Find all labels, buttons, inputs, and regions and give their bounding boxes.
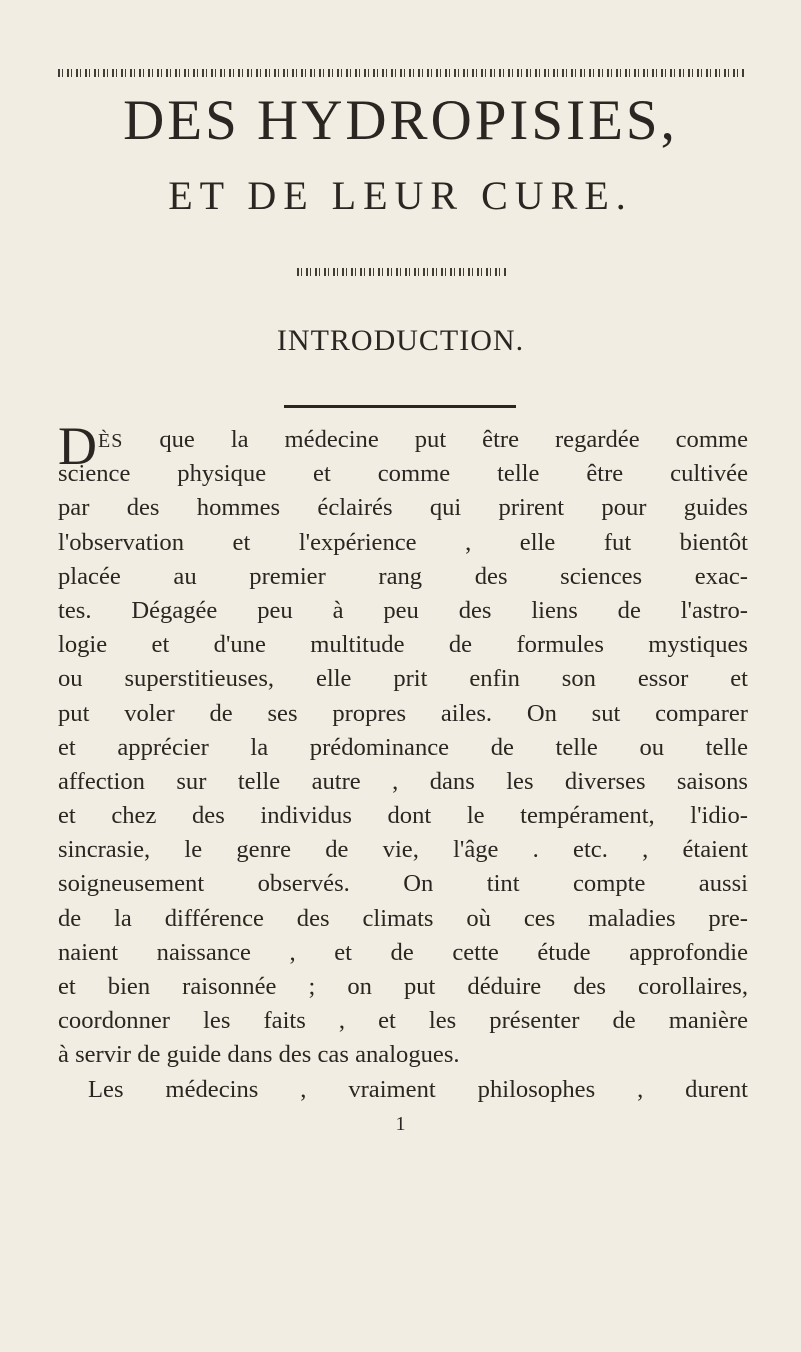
text-line: ou superstitieuses, elle prit enfin son essor et [58, 665, 748, 693]
text-line: affection sur telle autre , dans les diverses saisons [58, 767, 748, 795]
text-line: soigneusement observés. On tint compte aussi [58, 870, 748, 898]
page-title: DES HYDROPISIES, [123, 89, 678, 152]
text-line: logie et d'une multitude de formules mystiques [58, 631, 748, 659]
smallcaps-text: ÈS [98, 430, 124, 452]
text-line: placée au premier rang des sciences exac- [58, 562, 748, 590]
text-line: coordonner les faits , et les présenter de manière [58, 1007, 748, 1035]
page-subtitle: ET DE LEUR CURE. [168, 173, 633, 218]
text-line: naient naissance , et de cette étude approfondie [58, 938, 748, 966]
text-line: put voler de ses propres ailes. On sut comparer [58, 699, 748, 727]
text-line: à servir de guide dans des cas analogues. [58, 1041, 460, 1069]
text-line: et bien raisonnée ; on put déduire des corollaires, [58, 973, 748, 1000]
text-line: sincrasie, le genre de vie, l'âge . etc. , étaient [58, 836, 748, 864]
body-paragraph [58, 416, 748, 1107]
text-line: et chez des individus dont le tempérament, l'idio- [58, 802, 748, 830]
text-line: science physique et comme telle être cultivée [58, 460, 748, 488]
text-run: que la médecine put être regardée comme [123, 426, 748, 453]
text-line-new-paragraph: Les médecins , vraiment philosophes , durent [88, 1075, 748, 1103]
text-line: par des hommes éclairés qui prirent pour guides [58, 494, 748, 522]
ornamental-rule-top [58, 66, 746, 80]
text-line: et apprécier la prédominance de telle ou telle [58, 733, 748, 761]
text-line: l'observation et l'expérience , elle fut bientôt [58, 528, 748, 556]
text-line: tes. Dégagée peu à peu des liens de l'astro- [58, 596, 748, 624]
ornamental-rule-middle [297, 265, 507, 279]
drop-cap: D [58, 416, 97, 476]
page-number: 1 [395, 1113, 406, 1135]
text-line: de la différence des climats où ces maladies pre- [58, 904, 748, 932]
section-divider [284, 405, 516, 408]
section-heading: INTRODUCTION. [276, 324, 525, 357]
